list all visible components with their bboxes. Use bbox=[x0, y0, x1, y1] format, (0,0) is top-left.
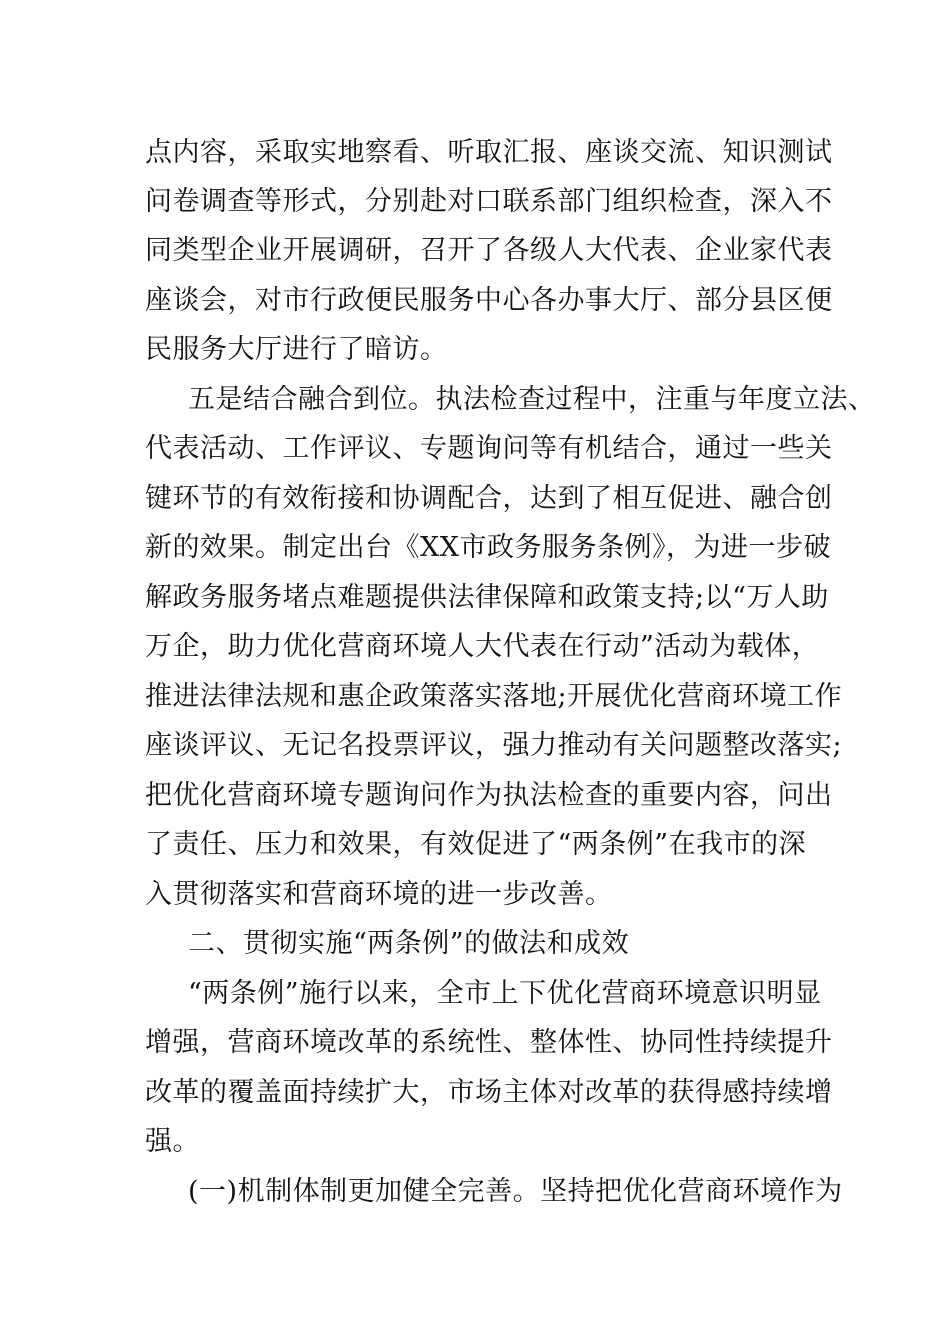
paragraph-start-line: 五是结合融合到位。执法检查过程中，注重与年度立法、 bbox=[188, 384, 876, 415]
text-line: 入贯彻落实和营商环境的进一步改善。 bbox=[145, 879, 613, 910]
text-line: 改革的覆盖面持续扩大，市场主体对改革的获得感持续增 bbox=[145, 1077, 833, 1108]
text-line: 新的效果。制定出台《XX市政务服务条例》，为进一步破 bbox=[145, 532, 831, 563]
text-line: 增强，营商环境改革的系统性、整体性、协同性持续提升 bbox=[145, 1027, 833, 1058]
text-line: 推进法律法规和惠企政策落实落地;开展优化营商环境工作 bbox=[145, 681, 843, 712]
text-line: 座谈会，对市行政便民服务中心各办事大厅、部分县区便 bbox=[145, 285, 833, 316]
text-line: 键环节的有效衔接和协调配合，达到了相互促进、融合创 bbox=[145, 483, 833, 514]
section-heading: 二、贯彻实施“两条例”的做法和成效 bbox=[188, 928, 630, 959]
paragraph-start-line: “两条例”施行以来，全市上下优化营商环境意识明显 bbox=[188, 978, 822, 1009]
text-line: 代表活动、工作评议、专题询问等有机结合，通过一些关 bbox=[145, 433, 833, 464]
text-line: 了责任、压力和效果，有效促进了“两条例”在我市的深 bbox=[145, 829, 807, 860]
text-line: 民服务大厅进行了暗访。 bbox=[145, 334, 448, 365]
text-line: 点内容，采取实地察看、听取汇报、座谈交流、知识测试 bbox=[145, 137, 833, 168]
text-line: 解政务服务堵点难题提供法律保障和政策支持;以“万人助 bbox=[145, 582, 829, 613]
paragraph-start-line: (一)机制体制更加健全完善。坚持把优化营商环境作为 bbox=[188, 1176, 843, 1207]
text-line: 问卷调查等形式，分别赴对口联系部门组织检查，深入不 bbox=[145, 186, 833, 217]
text-line: 把优化营商环境专题询问作为执法检查的重要内容，问出 bbox=[145, 780, 833, 811]
text-line: 强。 bbox=[145, 1126, 200, 1157]
text-line: 座谈评议、无记名投票评议，强力推动有关问题整改落实; bbox=[145, 730, 843, 761]
text-line: 同类型企业开展调研，召开了各级人大代表、企业家代表 bbox=[145, 235, 833, 266]
text-line: 万企，助力优化营商环境人大代表在行动”活动为载体， bbox=[145, 631, 820, 662]
